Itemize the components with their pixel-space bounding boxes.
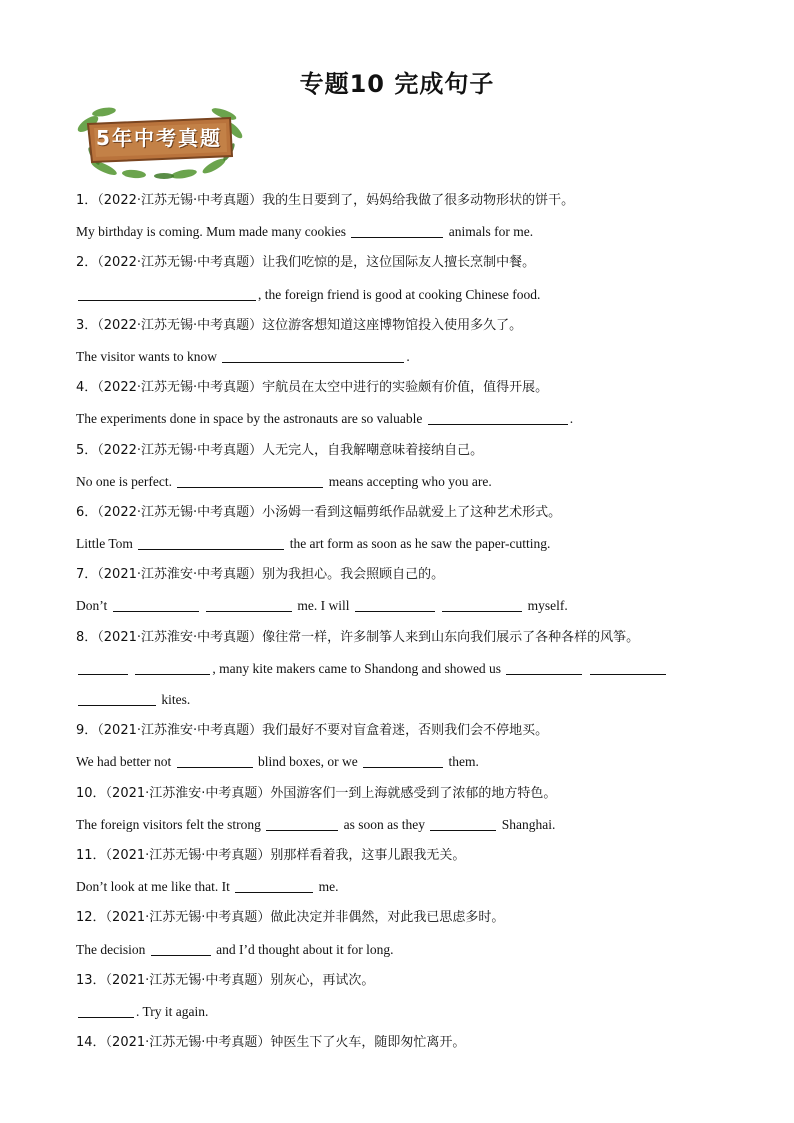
question-item <box>76 783 726 845</box>
question-english-line <box>76 471 726 502</box>
sentence-text: kites. <box>158 692 191 707</box>
answer-blank[interactable] <box>235 878 313 893</box>
sentence-text: My birthday is coming. Mum made many cookies <box>76 224 350 240</box>
sentence-text: . <box>406 348 410 364</box>
sentence-text <box>201 598 204 613</box>
answer-blank[interactable] <box>78 286 256 301</box>
question-chinese-prompt: 12．（2021·江苏无锡·中考真题）做此决定并非偶然，对此我已思虑多时。 <box>76 910 505 926</box>
page-title: 专题10 完成句子 <box>299 70 495 98</box>
question-item <box>76 970 726 1032</box>
exam-badge <box>74 104 244 182</box>
sentence-text: Don’t <box>76 598 111 614</box>
sentence-text: No one is perfect. <box>76 473 176 489</box>
question-chinese-prompt: 8．（2021·江苏淮安·中考真题）像往常一样，许多制筝人来到山东向我们展示了各种各样的风筝。 <box>76 629 640 645</box>
question-english-line <box>76 408 726 439</box>
sentence-text: The visitor wants to know <box>76 348 221 364</box>
question-english-line <box>76 939 726 970</box>
sentence-text: Shanghai. <box>498 816 556 832</box>
question-chinese-prompt: 13．（2021·江苏无锡·中考真题）别灰心，再试次。 <box>76 972 375 988</box>
answer-blank[interactable] <box>151 941 211 956</box>
sentence-text: We had better not <box>76 754 175 770</box>
question-english-line <box>76 284 726 315</box>
answer-blank[interactable] <box>355 597 435 612</box>
question-item <box>76 627 726 721</box>
sentence-text: blind boxes, or we <box>254 754 362 770</box>
answer-blank[interactable] <box>78 1003 134 1018</box>
sentence-text: Don’t look at me like that. It <box>76 879 234 895</box>
sentence-text: the art form as soon as he saw the paper-cutting. <box>286 536 551 552</box>
sentence-text: means accepting who you are. <box>325 473 492 489</box>
sentence-text: as soon as they <box>340 816 429 832</box>
answer-blank[interactable] <box>113 597 199 612</box>
question-chinese-prompt: 11．（2021·江苏无锡·中考真题）别那样看着我，这事儿跟我无关。 <box>76 847 466 863</box>
question-chinese-prompt: 6．（2022·江苏无锡·中考真题）小汤姆一看到这幅剪纸作品就爱上了这种艺术形式。 <box>76 504 562 520</box>
question-chinese-prompt: 4．（2022·江苏无锡·中考真题）宇航员在太空中进行的实验颇有价值，值得开展。 <box>76 380 549 396</box>
question-chinese-prompt: 10．（2021·江苏淮安·中考真题）外国游客们一到上海就感受到了浓郁的地方特色。 <box>76 785 557 801</box>
sentence-text: myself. <box>524 598 568 614</box>
sentence-text: , the foreign friend is good at cooking Chinese food. <box>258 286 541 302</box>
sentence-text: . Try it again. <box>136 1003 209 1019</box>
question-english-line <box>76 876 726 907</box>
question-item <box>76 720 726 782</box>
question-chinese-prompt: 7．（2021·江苏淮安·中考真题）别为我担心。我会照顾自己的。 <box>76 567 445 583</box>
answer-blank[interactable] <box>78 691 156 706</box>
question-item <box>76 377 726 439</box>
answer-blank[interactable] <box>135 660 210 675</box>
answer-blank[interactable] <box>363 753 443 768</box>
sentence-text <box>437 598 440 613</box>
sentence-text: The foreign visitors felt the strong <box>76 816 265 832</box>
question-english-line <box>76 1001 726 1032</box>
sentence-text: animals for me. <box>445 224 534 240</box>
answer-blank[interactable] <box>428 410 568 425</box>
sentence-text <box>584 661 587 676</box>
answer-blank[interactable] <box>506 660 582 675</box>
answer-blank[interactable] <box>206 597 292 612</box>
question-english-line <box>76 689 726 720</box>
sentence-text: them. <box>445 754 479 770</box>
question-chinese-prompt: 3．（2022·江苏无锡·中考真题）这位游客想知道这座博物馆投入使用多久了。 <box>76 317 523 333</box>
answer-blank[interactable] <box>430 816 496 831</box>
sentence-text: me. <box>315 879 339 895</box>
sentence-text: , many kite makers came to Shandong and showed us <box>212 660 505 676</box>
question-item <box>76 845 726 907</box>
sentence-text: The decision <box>76 941 149 957</box>
question-chinese-prompt: 9．（2021·江苏淮安·中考真题）我们最好不要对盲盒着迷，否则我们会不停地买。 <box>76 723 549 739</box>
sentence-text: . <box>569 411 574 427</box>
sentence-text: Little Tom <box>76 536 137 552</box>
sentence-text: me. I will <box>294 598 353 614</box>
question-chinese-prompt: 1．（2022·江苏无锡·中考真题）我的生日要到了，妈妈给我做了很多动物形状的饼干。 <box>76 193 575 208</box>
question-list <box>76 190 726 1063</box>
answer-blank[interactable] <box>351 223 443 238</box>
question-english-line <box>76 814 726 845</box>
answer-blank[interactable] <box>177 753 253 768</box>
sentence-text: The experiments done in space by the astronauts are so valuable <box>76 411 426 427</box>
answer-blank[interactable] <box>177 473 323 488</box>
badge-label: 5年中考真题 <box>96 126 222 150</box>
question-item <box>76 440 726 502</box>
sentence-text <box>130 661 133 676</box>
answer-blank[interactable] <box>78 660 128 675</box>
answer-blank[interactable] <box>138 535 284 550</box>
question-english-line <box>76 595 726 626</box>
question-english-line <box>76 658 726 689</box>
question-english-line <box>76 346 726 377</box>
question-item <box>76 907 726 969</box>
answer-blank[interactable] <box>442 597 522 612</box>
question-chinese-prompt: 14．（2021·江苏无锡·中考真题）钟医生下了火车，随即匆忙离开。 <box>76 1035 466 1051</box>
sentence-text: and I’d thought about it for long. <box>212 941 394 957</box>
question-item <box>76 190 726 252</box>
question-item <box>76 564 726 626</box>
question-english-line <box>76 221 726 252</box>
question-item <box>76 1032 726 1063</box>
question-item <box>76 315 726 377</box>
answer-blank[interactable] <box>266 816 338 831</box>
answer-blank[interactable] <box>590 660 666 675</box>
answer-blank[interactable] <box>222 348 404 363</box>
question-english-line <box>76 751 726 782</box>
question-item <box>76 252 726 314</box>
question-english-line <box>76 533 726 564</box>
question-item <box>76 502 726 564</box>
question-chinese-prompt: 5．（2022·江苏无锡·中考真题）人无完人，自我解嘲意味着接纳自己。 <box>76 442 484 458</box>
question-chinese-prompt: 2．（2022·江苏无锡·中考真题）让我们吃惊的是，这位国际友人擅长烹制中餐。 <box>76 255 536 271</box>
